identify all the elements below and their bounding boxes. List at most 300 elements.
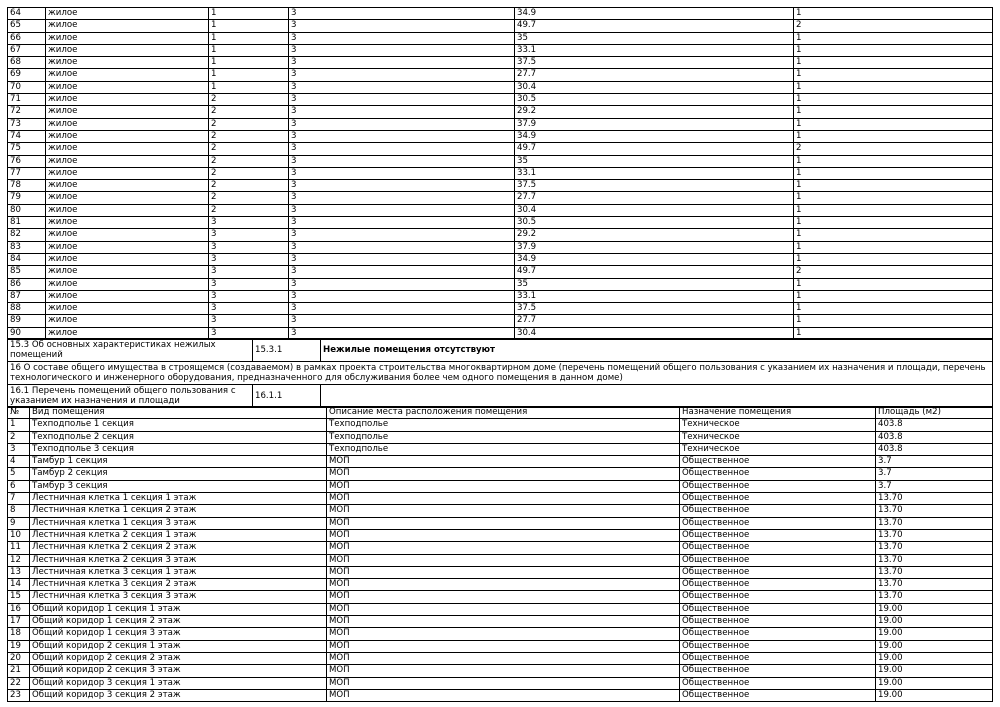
unit-row: [8, 8, 993, 20]
premises-row-location: МОП: [327, 616, 680, 628]
premises-row-kind: Лестничная клетка 3 секция 1 этаж: [30, 566, 327, 578]
premises-row: [8, 689, 993, 701]
premises-row-n: 20: [8, 652, 30, 664]
premises-row-location: МОП: [327, 468, 680, 480]
unit-row-floor: 1: [209, 81, 289, 93]
premises-row-purpose: Общественное: [680, 689, 876, 701]
unit-row-type: жилое: [46, 8, 209, 20]
section-16-1-label: 16.1 Перечень помещений общего пользования с указанием их назначения и площади: [8, 385, 253, 408]
premises-row-area: 13.70: [876, 493, 993, 505]
premises-row: [8, 431, 993, 443]
premises-row-area: 3.7: [876, 480, 993, 492]
premises-row-purpose: Общественное: [680, 468, 876, 480]
premises-row: [8, 468, 993, 480]
unit-row-n: 70: [8, 81, 46, 93]
unit-row-type: жилое: [46, 217, 209, 229]
unit-row-rooms: 1: [794, 327, 993, 339]
premises-row-purpose: Общественное: [680, 505, 876, 517]
unit-row-type: жилое: [46, 57, 209, 69]
unit-row: [8, 130, 993, 142]
unit-row-area: 30.4: [515, 327, 794, 339]
unit-row: [8, 315, 993, 327]
premises-row-n: 1: [8, 419, 30, 431]
unit-row-c3: 3: [289, 315, 515, 327]
section-16-row: [8, 362, 993, 385]
unit-row-n: 71: [8, 94, 46, 106]
premises-row-purpose: Общественное: [680, 529, 876, 541]
section-16-1-row: [8, 385, 993, 408]
unit-row-c3: 3: [289, 69, 515, 81]
unit-row-n: 65: [8, 20, 46, 32]
unit-row-rooms: 1: [794, 278, 993, 290]
unit-row-c3: 3: [289, 253, 515, 265]
premises-row: [8, 665, 993, 677]
premises-row: [8, 652, 993, 664]
premises-row-kind: Общий коридор 1 секция 3 этаж: [30, 628, 327, 640]
unit-row-floor: 2: [209, 94, 289, 106]
unit-row-floor: 1: [209, 44, 289, 56]
unit-row-type: жилое: [46, 303, 209, 315]
unit-row-type: жилое: [46, 106, 209, 118]
premises-row-purpose: Общественное: [680, 652, 876, 664]
unit-row-c3: 3: [289, 278, 515, 290]
premises-row-location: МОП: [327, 689, 680, 701]
premises-row-purpose: Общественное: [680, 554, 876, 566]
unit-row-c3: 3: [289, 155, 515, 167]
premises-row-kind: Лестничная клетка 2 секция 1 этаж: [30, 529, 327, 541]
residential-units-body: [8, 8, 993, 340]
unit-row-c3: 3: [289, 180, 515, 192]
unit-row-type: жилое: [46, 69, 209, 81]
unit-row-type: жилое: [46, 20, 209, 32]
unit-row-rooms: 1: [794, 69, 993, 81]
premises-row-area: 13.70: [876, 517, 993, 529]
unit-row-n: 75: [8, 143, 46, 155]
unit-row-area: 37.9: [515, 118, 794, 130]
unit-row-floor: 1: [209, 8, 289, 20]
unit-row-n: 79: [8, 192, 46, 204]
premises-row-location: МОП: [327, 566, 680, 578]
header-area: Площадь (м2): [876, 407, 993, 419]
premises-row-kind: Общий коридор 1 секция 1 этаж: [30, 603, 327, 615]
unit-row-type: жилое: [46, 241, 209, 253]
premises-row-n: 21: [8, 665, 30, 677]
section-16-table: [7, 361, 993, 385]
unit-row-floor: 3: [209, 290, 289, 302]
unit-row-type: жилое: [46, 94, 209, 106]
unit-row-c3: 3: [289, 8, 515, 20]
unit-row-rooms: 1: [794, 241, 993, 253]
unit-row-n: 84: [8, 253, 46, 265]
unit-row-type: жилое: [46, 266, 209, 278]
unit-row: [8, 204, 993, 216]
premises-row-area: 3.7: [876, 456, 993, 468]
unit-row-c3: 3: [289, 20, 515, 32]
unit-row-type: жилое: [46, 327, 209, 339]
premises-row-kind: Техподполье 1 секция: [30, 419, 327, 431]
unit-row-area: 49.7: [515, 20, 794, 32]
premises-row-location: МОП: [327, 665, 680, 677]
premises-row-location: МОП: [327, 640, 680, 652]
section-15-3-label: 15.3 Об основных характеристиках нежилых помещений: [8, 339, 253, 362]
unit-row: [8, 57, 993, 69]
unit-row-c3: 3: [289, 192, 515, 204]
unit-row-n: 69: [8, 69, 46, 81]
premises-row-purpose: Общественное: [680, 517, 876, 529]
unit-row-c3: 3: [289, 229, 515, 241]
premises-row-area: 13.70: [876, 529, 993, 541]
premises-row-n: 13: [8, 566, 30, 578]
premises-row-area: 19.00: [876, 677, 993, 689]
unit-row-n: 67: [8, 44, 46, 56]
unit-row-area: 35: [515, 278, 794, 290]
unit-row-n: 66: [8, 32, 46, 44]
premises-row-purpose: Общественное: [680, 665, 876, 677]
unit-row: [8, 32, 993, 44]
premises-row-n: 2: [8, 431, 30, 443]
unit-row-floor: 3: [209, 253, 289, 265]
unit-row-n: 88: [8, 303, 46, 315]
premises-row-purpose: Общественное: [680, 542, 876, 554]
premises-row: [8, 628, 993, 640]
premises-row-n: 8: [8, 505, 30, 517]
premises-row-area: 19.00: [876, 628, 993, 640]
premises-row-location: МОП: [327, 542, 680, 554]
unit-row-area: 27.7: [515, 315, 794, 327]
unit-row-c3: 3: [289, 32, 515, 44]
premises-row-n: 16: [8, 603, 30, 615]
premises-row-area: 13.70: [876, 579, 993, 591]
premises-row-location: МОП: [327, 591, 680, 603]
unit-row-rooms: 1: [794, 253, 993, 265]
unit-row-rooms: 1: [794, 130, 993, 142]
section-16-1-code: 16.1.1: [253, 385, 321, 408]
premises-row-location: Техподполье: [327, 443, 680, 455]
premises-row-location: Техподполье: [327, 431, 680, 443]
premises-row-area: 403.8: [876, 443, 993, 455]
premises-row-n: 17: [8, 616, 30, 628]
premises-row-area: 403.8: [876, 419, 993, 431]
unit-row-n: 74: [8, 130, 46, 142]
unit-row-floor: 1: [209, 69, 289, 81]
premises-row-location: МОП: [327, 517, 680, 529]
premises-row-n: 3: [8, 443, 30, 455]
unit-row-c3: 3: [289, 204, 515, 216]
unit-row-rooms: 2: [794, 143, 993, 155]
unit-row-type: жилое: [46, 143, 209, 155]
unit-row-type: жилое: [46, 253, 209, 265]
unit-row-n: 78: [8, 180, 46, 192]
premises-row-n: 4: [8, 456, 30, 468]
unit-row-area: 30.4: [515, 81, 794, 93]
premises-row: [8, 603, 993, 615]
section-15-3-code: 15.3.1: [253, 339, 321, 362]
unit-row-type: жилое: [46, 155, 209, 167]
unit-row: [8, 180, 993, 192]
section-15-3-row: [8, 339, 993, 362]
unit-row: [8, 266, 993, 278]
unit-row-area: 29.2: [515, 229, 794, 241]
unit-row-c3: 3: [289, 241, 515, 253]
premises-row: [8, 616, 993, 628]
premises-row: [8, 677, 993, 689]
premises-row-area: 19.00: [876, 689, 993, 701]
premises-row-purpose: Общественное: [680, 628, 876, 640]
premises-row-location: Техподполье: [327, 419, 680, 431]
unit-row-floor: 2: [209, 192, 289, 204]
unit-row-n: 85: [8, 266, 46, 278]
unit-row-rooms: 1: [794, 180, 993, 192]
unit-row: [8, 192, 993, 204]
unit-row-rooms: 1: [794, 303, 993, 315]
premises-row-location: МОП: [327, 493, 680, 505]
premises-row-kind: Тамбур 3 секция: [30, 480, 327, 492]
premises-row-kind: Лестничная клетка 1 секция 1 этаж: [30, 493, 327, 505]
premises-row-kind: Общий коридор 1 секция 2 этаж: [30, 616, 327, 628]
premises-row-location: МОП: [327, 456, 680, 468]
section-16-text: 16 О составе общего имущества в строящемся (создаваемом) в рамках проекта строительства многоквартирном доме (перечень помещений общего пользования с указанием их назначения и площади, перечень технологического и инженерного оборудования, предназначенного для обслуживания более чем одного помещения в данном доме): [8, 362, 993, 385]
unit-row-type: жилое: [46, 32, 209, 44]
premises-row-kind: Техподполье 2 секция: [30, 431, 327, 443]
premises-row-kind: Лестничная клетка 3 секция 2 этаж: [30, 579, 327, 591]
unit-row-c3: 3: [289, 167, 515, 179]
unit-row-area: 34.9: [515, 8, 794, 20]
unit-row-floor: 1: [209, 20, 289, 32]
unit-row: [8, 106, 993, 118]
unit-row-floor: 1: [209, 57, 289, 69]
premises-row-location: МОП: [327, 603, 680, 615]
premises-row-purpose: Техническое: [680, 443, 876, 455]
unit-row-c3: 3: [289, 143, 515, 155]
section-15-3-value: Нежилые помещения отсутствуют: [321, 339, 993, 362]
premises-row: [8, 517, 993, 529]
unit-row-type: жилое: [46, 167, 209, 179]
premises-row-purpose: Общественное: [680, 640, 876, 652]
unit-row-rooms: 1: [794, 57, 993, 69]
unit-row-c3: 3: [289, 130, 515, 142]
section-16-1-value: [321, 385, 993, 408]
unit-row-c3: 3: [289, 327, 515, 339]
premises-row-kind: Общий коридор 2 секция 3 этаж: [30, 665, 327, 677]
premises-row-purpose: Общественное: [680, 677, 876, 689]
unit-row-type: жилое: [46, 278, 209, 290]
unit-row-type: жилое: [46, 130, 209, 142]
premises-row-purpose: Общественное: [680, 456, 876, 468]
premises-row-kind: Лестничная клетка 1 секция 3 этаж: [30, 517, 327, 529]
unit-row-n: 76: [8, 155, 46, 167]
premises-row-area: 19.00: [876, 640, 993, 652]
premises-row: [8, 566, 993, 578]
premises-row-purpose: Общественное: [680, 493, 876, 505]
unit-row-rooms: 2: [794, 20, 993, 32]
unit-row-area: 49.7: [515, 143, 794, 155]
premises-row-purpose: Общественное: [680, 480, 876, 492]
unit-row-rooms: 1: [794, 106, 993, 118]
unit-row: [8, 155, 993, 167]
unit-row-rooms: 1: [794, 118, 993, 130]
section-15-3-table: [7, 338, 993, 362]
header-purpose: Назначение помещения: [680, 407, 876, 419]
premises-row-kind: Общий коридор 2 секция 2 этаж: [30, 652, 327, 664]
unit-row-floor: 2: [209, 106, 289, 118]
unit-row-area: 34.9: [515, 130, 794, 142]
premises-row-kind: Лестничная клетка 3 секция 3 этаж: [30, 591, 327, 603]
premises-row-area: 13.70: [876, 566, 993, 578]
unit-row-c3: 3: [289, 44, 515, 56]
premises-row-kind: Техподполье 3 секция: [30, 443, 327, 455]
residential-units-table: [7, 7, 993, 340]
unit-row: [8, 290, 993, 302]
unit-row-area: 27.7: [515, 192, 794, 204]
premises-row-n: 18: [8, 628, 30, 640]
premises-row-area: 19.00: [876, 603, 993, 615]
unit-row-floor: 3: [209, 315, 289, 327]
unit-row-area: 33.1: [515, 44, 794, 56]
unit-row-floor: 2: [209, 167, 289, 179]
unit-row-area: 30.4: [515, 204, 794, 216]
premises-row: [8, 456, 993, 468]
unit-row: [8, 278, 993, 290]
premises-row-location: МОП: [327, 652, 680, 664]
premises-row-area: 13.70: [876, 554, 993, 566]
unit-row-area: 27.7: [515, 69, 794, 81]
unit-row-type: жилое: [46, 44, 209, 56]
unit-row-type: жилое: [46, 315, 209, 327]
unit-row-floor: 3: [209, 266, 289, 278]
unit-row-n: 64: [8, 8, 46, 20]
premises-row-area: 13.70: [876, 542, 993, 554]
unit-row-c3: 3: [289, 266, 515, 278]
unit-row-area: 49.7: [515, 266, 794, 278]
unit-row-area: 37.5: [515, 303, 794, 315]
unit-row-type: жилое: [46, 180, 209, 192]
unit-row-type: жилое: [46, 204, 209, 216]
premises-row-n: 19: [8, 640, 30, 652]
unit-row-type: жилое: [46, 81, 209, 93]
unit-row-rooms: 1: [794, 44, 993, 56]
unit-row-floor: 2: [209, 155, 289, 167]
premises-row-n: 11: [8, 542, 30, 554]
unit-row-area: 33.1: [515, 167, 794, 179]
unit-row-n: 80: [8, 204, 46, 216]
premises-row: [8, 579, 993, 591]
unit-row-n: 77: [8, 167, 46, 179]
unit-row-c3: 3: [289, 81, 515, 93]
unit-row-type: жилое: [46, 192, 209, 204]
unit-row-type: жилое: [46, 118, 209, 130]
unit-row: [8, 81, 993, 93]
unit-row: [8, 303, 993, 315]
premises-row: [8, 443, 993, 455]
unit-row-n: 72: [8, 106, 46, 118]
unit-row-floor: 2: [209, 118, 289, 130]
premises-row-kind: Тамбур 1 секция: [30, 456, 327, 468]
unit-row-c3: 3: [289, 217, 515, 229]
premises-row-n: 14: [8, 579, 30, 591]
premises-row-purpose: Техническое: [680, 419, 876, 431]
unit-row-c3: 3: [289, 290, 515, 302]
premises-row: [8, 529, 993, 541]
premises-row: [8, 542, 993, 554]
header-location: Описание места расположения помещения: [327, 407, 680, 419]
premises-row-n: 15: [8, 591, 30, 603]
unit-row-floor: 2: [209, 130, 289, 142]
premises-row-kind: Общий коридор 3 секция 2 этаж: [30, 689, 327, 701]
premises-row-purpose: Общественное: [680, 591, 876, 603]
unit-row-c3: 3: [289, 118, 515, 130]
unit-row-floor: 3: [209, 241, 289, 253]
premises-row-location: МОП: [327, 505, 680, 517]
premises-row: [8, 419, 993, 431]
unit-row-n: 89: [8, 315, 46, 327]
unit-row-type: жилое: [46, 229, 209, 241]
unit-row-c3: 3: [289, 94, 515, 106]
unit-row-n: 90: [8, 327, 46, 339]
premises-row-purpose: Общественное: [680, 566, 876, 578]
section-16-1-table: [7, 384, 993, 408]
premises-row-kind: Лестничная клетка 2 секция 3 этаж: [30, 554, 327, 566]
unit-row: [8, 241, 993, 253]
unit-row-n: 68: [8, 57, 46, 69]
unit-row-floor: 2: [209, 143, 289, 155]
unit-row-c3: 3: [289, 57, 515, 69]
premises-row: [8, 505, 993, 517]
unit-row-c3: 3: [289, 106, 515, 118]
unit-row-rooms: 1: [794, 167, 993, 179]
premises-row-area: 19.00: [876, 616, 993, 628]
premises-row-kind: Общий коридор 2 секция 1 этаж: [30, 640, 327, 652]
unit-row-area: 29.2: [515, 106, 794, 118]
unit-row-c3: 3: [289, 303, 515, 315]
premises-row-area: 403.8: [876, 431, 993, 443]
unit-row-rooms: 1: [794, 229, 993, 241]
unit-row-area: 35: [515, 155, 794, 167]
unit-row-floor: 2: [209, 204, 289, 216]
premises-row-location: МОП: [327, 579, 680, 591]
premises-row-n: 22: [8, 677, 30, 689]
premises-row-purpose: Техническое: [680, 431, 876, 443]
premises-row-kind: Общий коридор 3 секция 1 этаж: [30, 677, 327, 689]
unit-row: [8, 217, 993, 229]
unit-row-n: 73: [8, 118, 46, 130]
unit-row-rooms: 1: [794, 192, 993, 204]
premises-row-location: МОП: [327, 480, 680, 492]
premises-row: [8, 480, 993, 492]
unit-row: [8, 118, 993, 130]
common-premises-body: [8, 419, 993, 702]
unit-row-rooms: 1: [794, 81, 993, 93]
unit-row: [8, 143, 993, 155]
unit-row-floor: 2: [209, 180, 289, 192]
premises-row-location: МОП: [327, 677, 680, 689]
premises-row-n: 12: [8, 554, 30, 566]
unit-row: [8, 20, 993, 32]
premises-row-purpose: Общественное: [680, 603, 876, 615]
unit-row-area: 30.5: [515, 94, 794, 106]
premises-row-kind: Лестничная клетка 2 секция 2 этаж: [30, 542, 327, 554]
premises-row-kind: Тамбур 2 секция: [30, 468, 327, 480]
premises-row-purpose: Общественное: [680, 579, 876, 591]
premises-row-area: 3.7: [876, 468, 993, 480]
unit-row-type: жилое: [46, 290, 209, 302]
unit-row-rooms: 1: [794, 204, 993, 216]
premises-row-n: 23: [8, 689, 30, 701]
unit-row-rooms: 1: [794, 94, 993, 106]
premises-row-area: 13.70: [876, 505, 993, 517]
premises-row-n: 7: [8, 493, 30, 505]
unit-row-area: 37.5: [515, 57, 794, 69]
unit-row-floor: 3: [209, 229, 289, 241]
